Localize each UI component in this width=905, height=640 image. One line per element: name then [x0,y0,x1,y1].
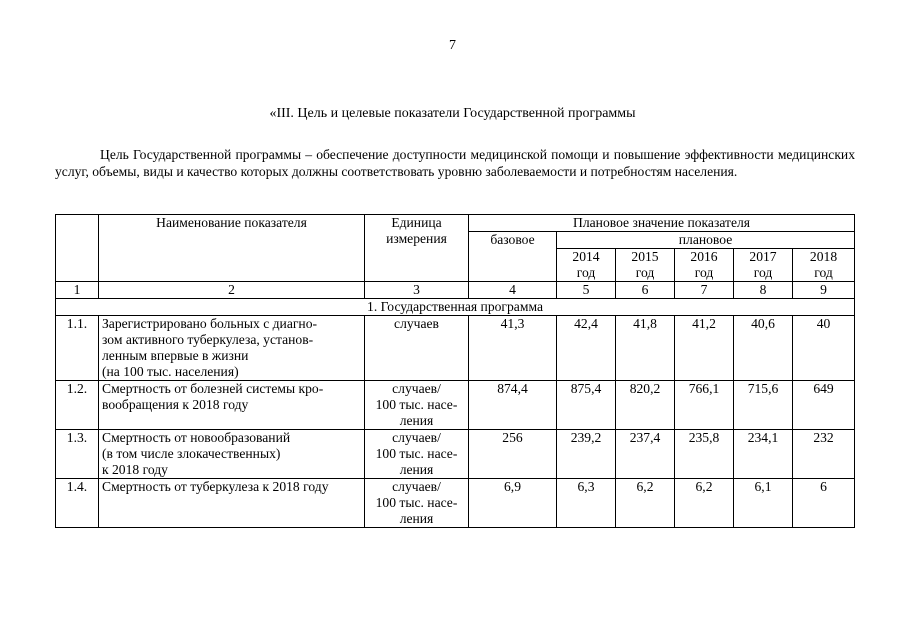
table-row [56,316,855,381]
planned-value: 237,4 [616,430,675,479]
column-number: 7 [675,282,734,299]
indicator-name-line: вообращения к 2018 году [102,397,249,412]
column-number: 6 [616,282,675,299]
planned-value: 40,6 [734,316,793,381]
indicator-unit [365,479,469,528]
planned-value: 875,4 [557,381,616,430]
indicator-name-line: ленным впервые в жизни [102,348,249,363]
header-year-cell [793,249,855,282]
column-number: 4 [469,282,557,299]
header-unit-line1: Единица [391,215,442,230]
header-year-suffix: год [576,265,596,280]
row-id: 1.3. [56,430,99,479]
base-value: 6,9 [469,479,557,528]
planned-value: 41,2 [675,316,734,381]
planned-value: 6,3 [557,479,616,528]
indicator-name [99,316,365,381]
indicator-unit [365,381,469,430]
indicator-unit-line: ления [399,413,434,428]
table-row [56,381,855,430]
planned-value: 41,8 [616,316,675,381]
header-year: 2016 [690,249,718,264]
planned-value: 6,2 [675,479,734,528]
header-year-suffix: год [694,265,714,280]
indicator-name-line: Смертность от новообразований [102,430,291,445]
section-heading: «III. Цель и целевые показатели Государственной программы [269,106,636,121]
header-unit-line2: измерения [386,231,447,246]
row-id: 1.2. [56,381,99,430]
header-empty-cell [56,215,99,282]
header-year-cell [675,249,734,282]
indicator-unit-line: 100 тыс. насе- [375,446,458,461]
indicator-name-line: (в том числе злокачественных) [102,446,281,461]
column-number: 3 [365,282,469,299]
column-number: 5 [557,282,616,299]
indicator-unit-line: 100 тыс. насе- [375,495,458,510]
indicator-unit [365,316,469,381]
header-year: 2015 [631,249,659,264]
table-row [56,430,855,479]
base-value: 874,4 [469,381,557,430]
header-name: Наименование показателя [99,215,365,282]
indicator-name [99,381,365,430]
indicator-unit-line: случаев/ [392,430,441,445]
indicator-name-line: Смертность от болезней системы кро- [102,381,324,396]
column-number: 8 [734,282,793,299]
planned-value: 715,6 [734,381,793,430]
indicator-name-line: зом активного туберкулеза, установ- [102,332,314,347]
indicator-unit-line: случаев/ [392,479,441,494]
page-number: 7 [449,38,456,53]
planned-value: 232 [793,430,855,479]
planned-value: 42,4 [557,316,616,381]
planned-value: 820,2 [616,381,675,430]
header-year: 2014 [572,249,600,264]
indicator-unit-line: случаев/ [392,381,441,396]
indicator-name-line: Смертность от туберкулеза к 2018 году [102,479,329,494]
header-year-cell [734,249,793,282]
indicators-table [55,214,855,528]
indicator-unit-line: ления [399,511,434,526]
row-id: 1.1. [56,316,99,381]
planned-value: 234,1 [734,430,793,479]
column-numbers-row [56,282,855,299]
column-number: 2 [99,282,365,299]
planned-value: 235,8 [675,430,734,479]
base-value: 41,3 [469,316,557,381]
header-planned: плановое [557,232,855,249]
column-number: 9 [793,282,855,299]
header-row-1 [56,215,855,232]
planned-value: 6,1 [734,479,793,528]
indicator-name [99,430,365,479]
indicator-name [99,479,365,528]
indicator-name-line: к 2018 году [102,462,168,477]
planned-value: 40 [793,316,855,381]
base-value: 256 [469,430,557,479]
intro-paragraph: Цель Государственной программы – обеспечение доступности медицинской помощи и повышение эффективности медицинских услуг, объемы, виды и качество которых должны соответствовать уровню заболеваемости и потребностям населения. [55,147,855,179]
indicator-unit-line: 100 тыс. насе- [375,397,458,412]
planned-value: 649 [793,381,855,430]
header-planned-value: Плановое значение показателя [469,215,855,232]
indicator-unit [365,430,469,479]
header-unit [365,215,469,282]
indicator-unit-line: ления [399,462,434,477]
table-row [56,479,855,528]
header-year: 2017 [749,249,777,264]
header-year: 2018 [809,249,838,264]
header-year-suffix: год [635,265,655,280]
header-year-cell [616,249,675,282]
header-year-cell [557,249,616,282]
header-base: базовое [469,232,557,282]
section-title: 1. Государственная программа [56,299,855,316]
header-year-suffix: год [814,265,833,280]
header-year-suffix: год [753,265,773,280]
section-row [56,299,855,316]
column-number: 1 [56,282,99,299]
planned-value: 6 [793,479,855,528]
row-id: 1.4. [56,479,99,528]
planned-value: 6,2 [616,479,675,528]
indicator-unit-line: случаев [394,316,439,331]
planned-value: 766,1 [675,381,734,430]
planned-value: 239,2 [557,430,616,479]
indicator-name-line: (на 100 тыс. населения) [102,364,239,379]
indicator-name-line: Зарегистрировано больных с диагно- [102,316,318,331]
